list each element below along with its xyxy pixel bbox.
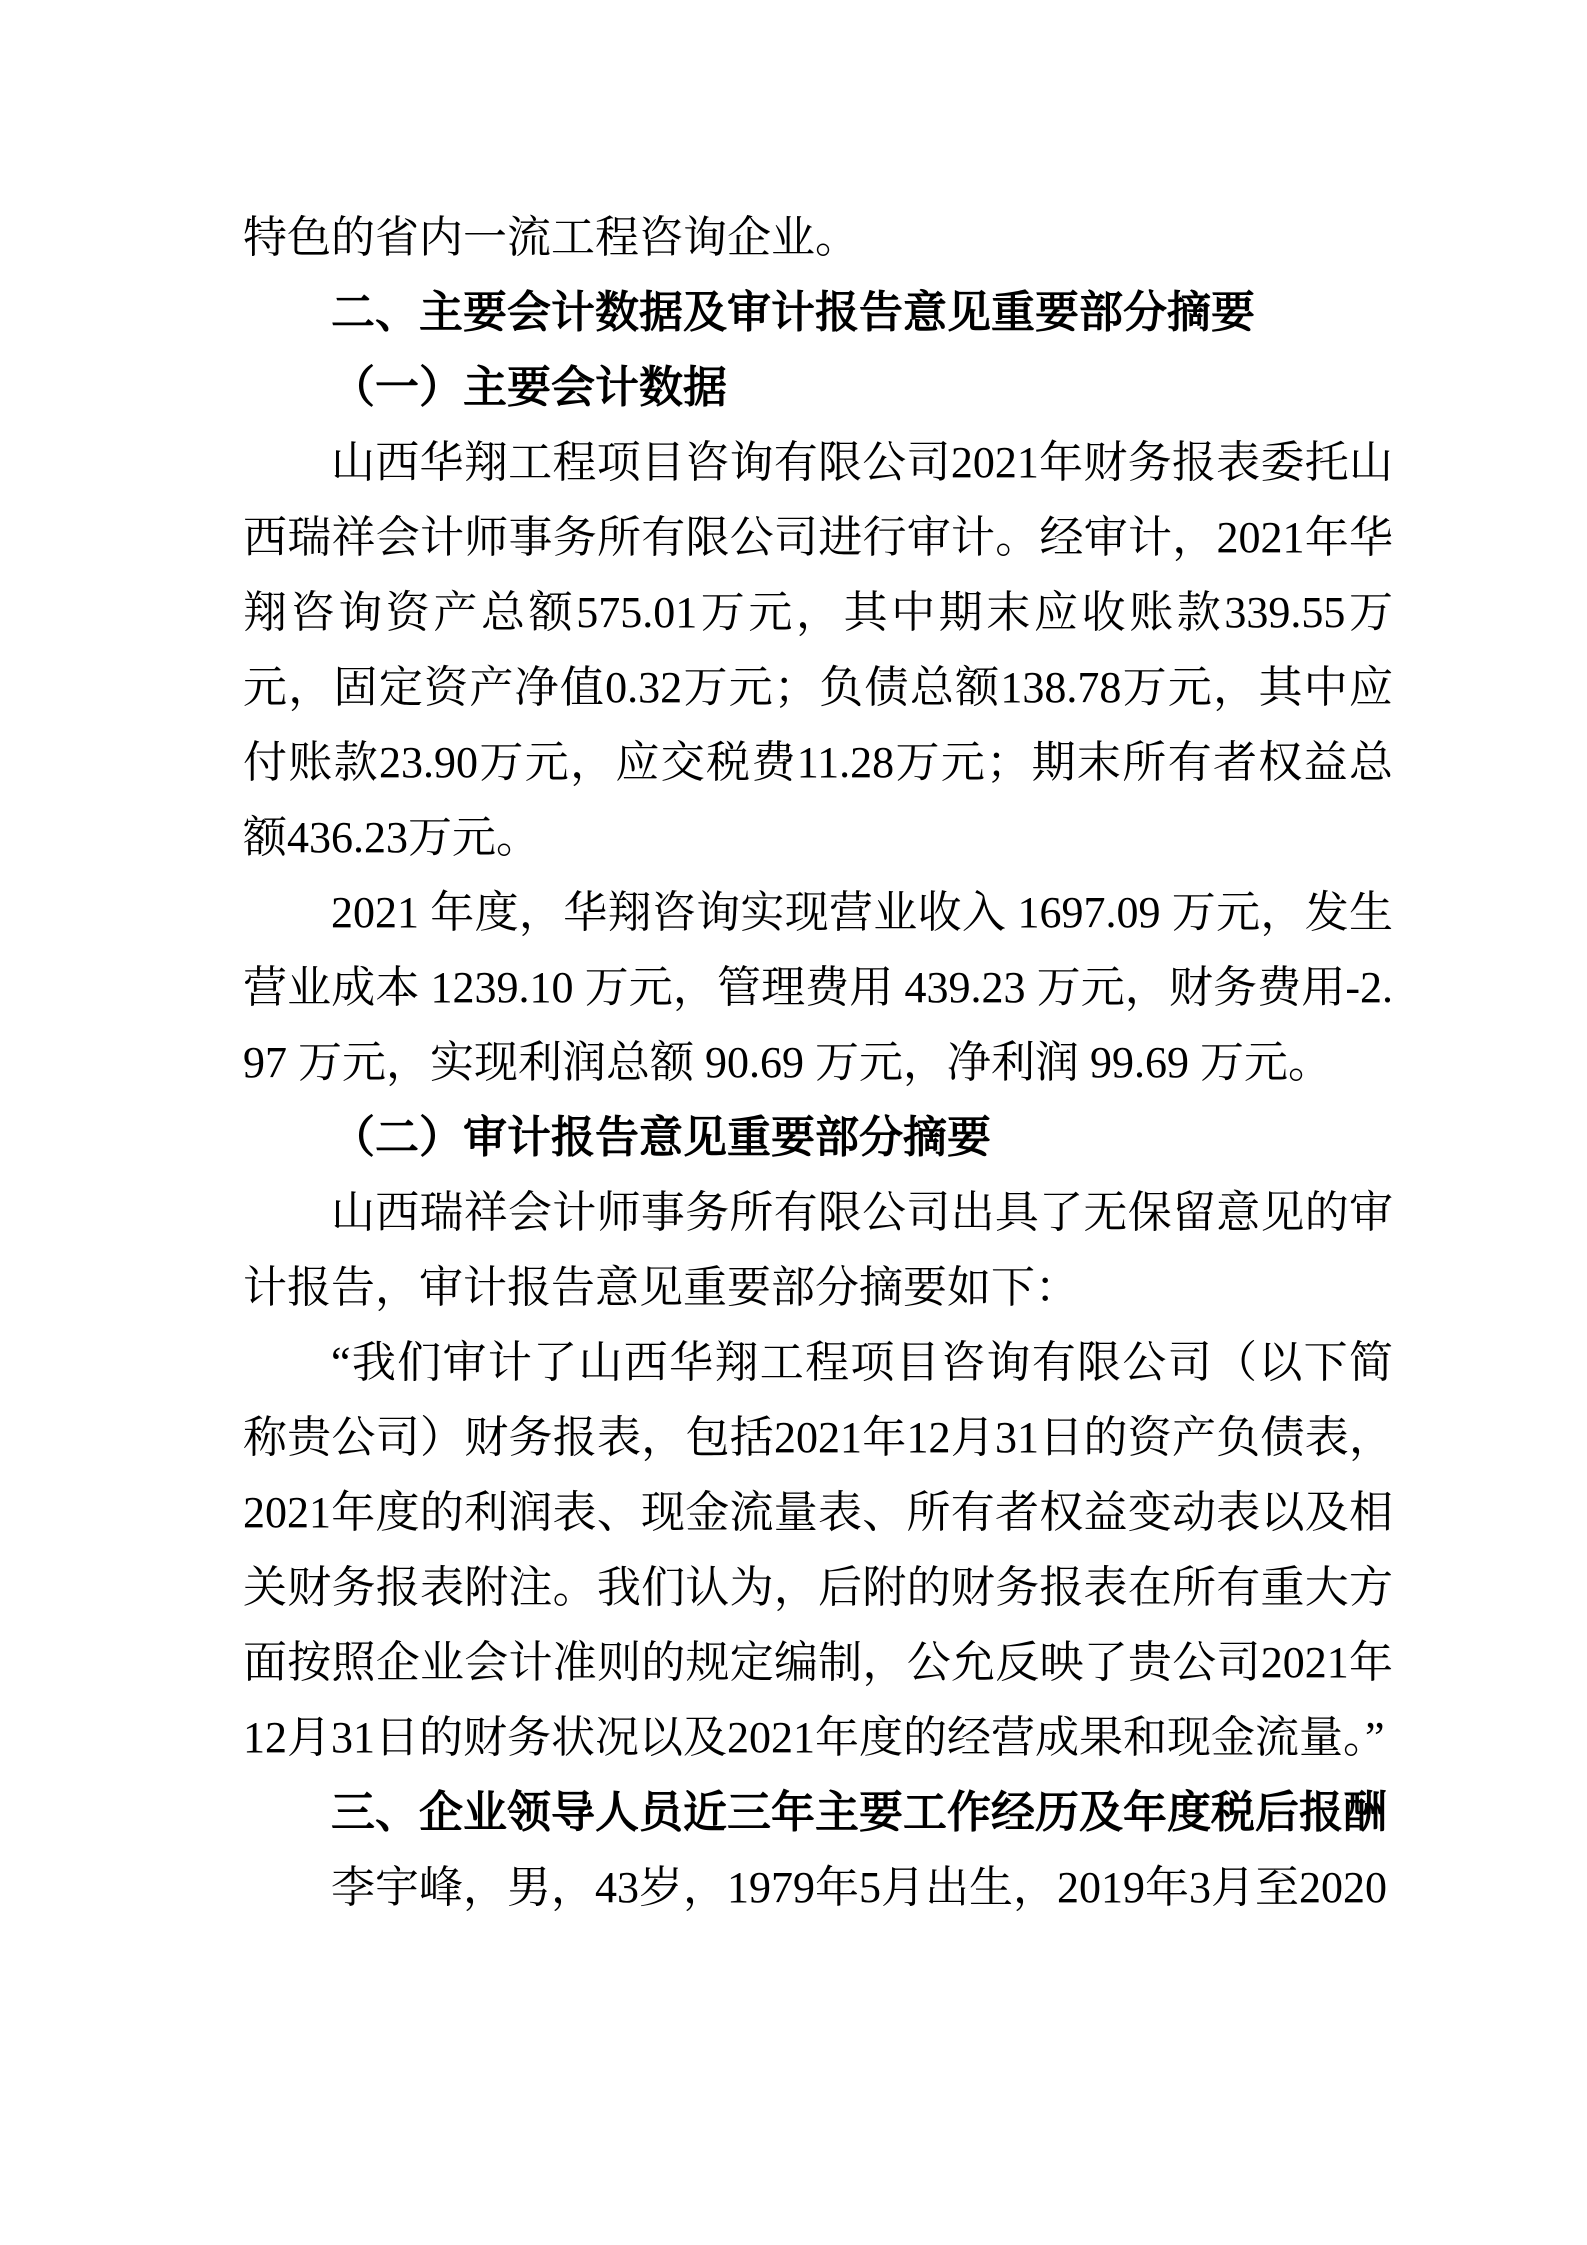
paragraph-balance-sheet-figures: 山西华翔工程项目咨询有限公司2021年财务报表委托山西瑞祥会计师事务所有限公司进行审计。经审计，2021年华翔咨询资产总额575.01万元，其中期末应收账款339.55万元，固定资产净值0.32万元；负债总额138.78万元，其中应付账款23.90万元，应交税费11.28万元；期末所有者权益总额436.23万元。 [243,438,1393,862]
section-heading-accounting-data-and-audit-opinion: 二、主要会计数据及审计报告意见重要部分摘要 [331,288,1255,337]
paragraph-income-statement-figures: 2021 年度，华翔咨询实现营业收入 1697.09 万元，发生营业成本 1239.10 万元，管理费用 439.23 万元，财务费用-2.97 万元，实现利润总额 90.69 万元，净利润 99.69 万元。 [243,888,1393,1087]
subsection-heading-audit-opinion-summary: （二）审计报告意见重要部分摘要 [331,1113,991,1162]
paragraph-audit-report-intro: 山西瑞祥会计师事务所有限公司出具了无保留意见的审计报告，审计报告意见重要部分摘要如下： [243,1188,1393,1312]
paragraph-continuation: 特色的省内一流工程咨询企业。 [243,213,859,262]
page-content [243,200,1393,1925]
section-heading-leadership-work-history: 三、企业领导人员近三年主要工作经历及年度税后报酬 [331,1788,1387,1837]
paragraph-audit-opinion-quote: “我们审计了山西华翔工程项目咨询有限公司（以下简称贵公司）财务报表，包括2021年12月31日的资产负债表，2021年度的利润表、现金流量表、所有者权益变动表以及相关财务报表附注。我们认为，后附的财务报表在所有重大方面按照企业会计准则的规定编制，公允反映了贵公司2021年12月31日的财务状况以及2021年度的经营成果和现金流量。” [243,1338,1393,1762]
subsection-heading-main-accounting-data: （一）主要会计数据 [331,363,727,412]
paragraph-leader-bio: 李宇峰，男，43岁，1979年5月出生，2019年3月至2020 [331,1863,1387,1912]
